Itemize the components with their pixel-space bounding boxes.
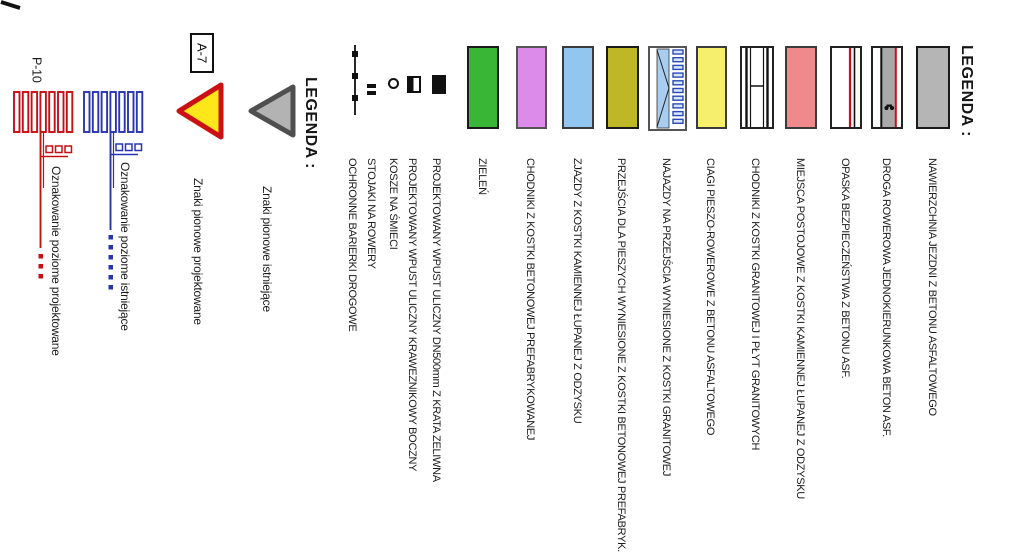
frame-corner-mark: [0, 0, 26, 18]
swatch-asphalt-roadway: [916, 46, 950, 129]
label-proposed-markings: Oznakowanie poziome projektowane: [49, 166, 63, 356]
label-bike-road: DROGA ROWEROWA JEDNOKIERUNKOWA BETON ASF.: [880, 158, 892, 437]
road-barrier-icon: [348, 45, 362, 115]
label-existing-signs: Znaki pionowe istniejące: [260, 186, 274, 312]
swatch-greenery: [467, 46, 499, 129]
legend-surfaces-heading: LEGENDA :: [958, 45, 975, 137]
label-parking-places: MIEJSCA POSTOJOWE Z KOSTKI KAMIENNEJ ŁUPANEJ Z ODZYSKU: [794, 158, 806, 499]
swatch-raised-ped-crossing: [606, 46, 639, 129]
marking-code-p10: P-10: [29, 57, 44, 83]
proposed-marking-symbol: [10, 88, 80, 292]
label-road-barriers: OCHRONNE BARIERKI DROGOWE: [346, 158, 358, 332]
swatch-concrete-sidewalk: [516, 46, 547, 129]
existing-marking-symbol: [80, 88, 150, 302]
swatch-granite-sidewalk: [740, 46, 774, 129]
label-safety-strip: OPASKA BEZPIECZEŃSTWA Z BETONU ASF.: [839, 158, 851, 379]
swatch-bike-road: [871, 46, 903, 129]
label-street-gully: PROJEKTOWANY WPUST ULICZNY DN500mm Z KRATA ZELIWNA: [430, 158, 442, 482]
swatch-driveways: [562, 46, 594, 129]
label-granite-sidewalk: CHODNIKI Z KOSTKI GRANITOWEJ I PŁYT GRANITOWYCH: [749, 158, 761, 451]
sign-code-a7: A-7: [194, 42, 210, 64]
swatch-safety-strip: [830, 46, 862, 129]
label-greenery: ZIELEŃ: [476, 158, 488, 195]
sign-code-box: [190, 33, 214, 73]
swatch-parking-places: [785, 46, 817, 129]
label-existing-markings: Oznakowanie poziome istniejące: [118, 162, 132, 331]
curb-gully-icon: [407, 76, 421, 93]
label-curb-gully: PROJEKTOWANY WPUST ULICZNY KRAWEZNIKOWY BOCZNY: [406, 158, 418, 472]
label-trash-bins: KOSZE NA ŚMIECI: [387, 158, 399, 250]
bike-rack-icon: [367, 84, 376, 95]
label-bike-racks: STOJAKI NA ROWERY: [365, 158, 377, 269]
swatch-raised-crossing-ramp: [648, 46, 687, 131]
street-gully-icon: [432, 75, 446, 94]
label-asphalt-roadway: NAWIERZCHNIA JEZDNI Z BETONU ASFALTOWEGO: [926, 158, 938, 416]
label-driveways: ZJAZDY Z KOSTKI KAMIENNEJ ŁUPANEJ Z ODZYSKU: [571, 158, 583, 424]
swatch-ped-bike-route: [696, 46, 727, 129]
trash-bin-icon: [388, 78, 399, 89]
label-raised-crossing-ramp: NAJAZDY NA PRZEJŚCIA WYNIESIONE Z KOSTKI GRANITOWEJ: [660, 158, 672, 477]
legend-signs-heading: LEGENDA :: [302, 77, 319, 169]
label-raised-ped-crossing: PRZEJŚCIA DLA PIESZYCH WYNIESIONE Z KOSTKI BETONOWEJ PREFABRYK.: [615, 158, 627, 552]
existing-sign-triangle-icon: [248, 84, 296, 140]
label-ped-bike-route: CIAGI PIESZO-ROWEROWE Z BETONU ASFALTOWEGO: [704, 158, 716, 436]
label-proposed-signs: Znaki pionowe projektowane: [191, 178, 205, 325]
label-concrete-sidewalk: CHODNIKI Z KOSTKI BETONOWEJ PREFABRYKOWANEJ: [524, 158, 536, 441]
proposed-sign-triangle-icon: [176, 82, 224, 140]
